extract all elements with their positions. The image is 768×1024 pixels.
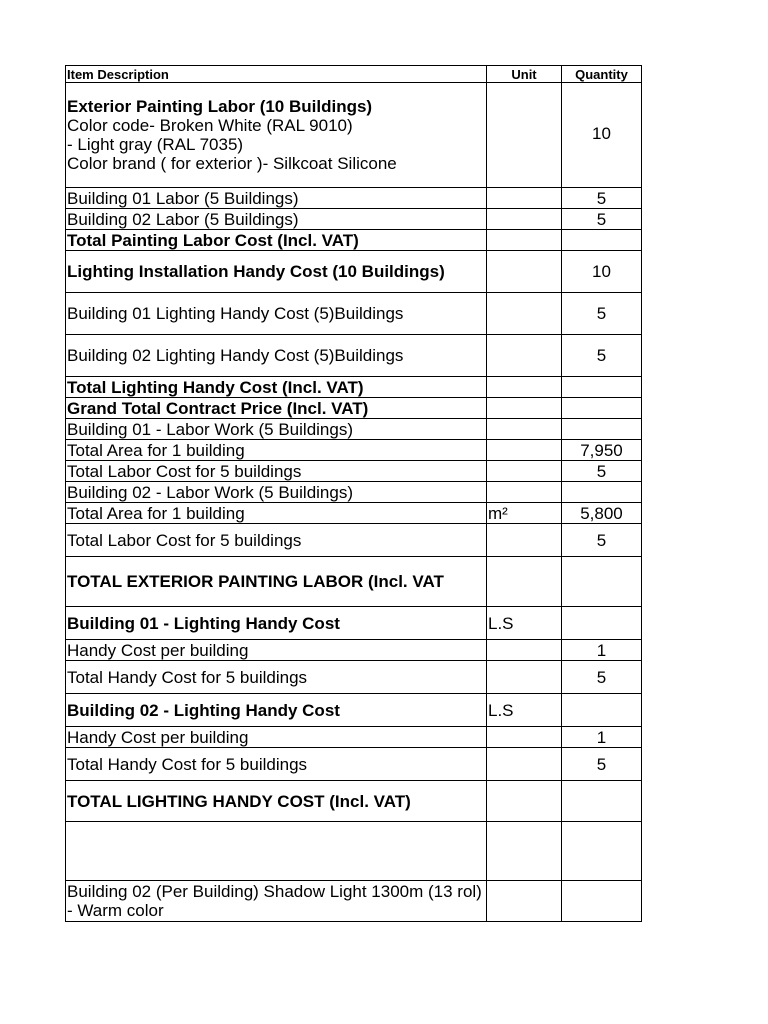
row-description: Building 01 - Lighting Handy Cost — [66, 607, 487, 640]
row-quantity: 10 — [562, 83, 642, 188]
row-unit — [487, 419, 562, 440]
row-description: Building 02 Labor (5 Buildings) — [66, 209, 487, 230]
row-quantity — [562, 377, 642, 398]
header-unit: Unit — [487, 66, 562, 83]
row-description: Lighting Installation Handy Cost (10 Buildings) — [66, 251, 487, 293]
row-quantity: 7,950 — [562, 440, 642, 461]
row-unit: m² — [487, 503, 562, 524]
row-unit — [487, 440, 562, 461]
table-row — [66, 83, 642, 188]
header-item-description: Item Description — [66, 66, 487, 83]
row-quantity — [562, 482, 642, 503]
row-description: Total Labor Cost for 5 buildings — [66, 524, 487, 557]
row-unit — [487, 557, 562, 607]
row-description: Total Painting Labor Cost (Incl. VAT) — [66, 230, 487, 251]
row-unit: L.S — [487, 694, 562, 727]
row-unit — [487, 83, 562, 188]
row-quantity — [562, 398, 642, 419]
row-description: Total Handy Cost for 5 buildings — [66, 748, 487, 781]
row-description — [66, 822, 487, 881]
row-quantity: 5 — [562, 748, 642, 781]
row-description: Total Lighting Handy Cost (Incl. VAT) — [66, 377, 487, 398]
row-quantity — [562, 230, 642, 251]
row-unit — [487, 398, 562, 419]
table-row — [66, 377, 642, 398]
row-description: Total Area for 1 building — [66, 440, 487, 461]
row-detail-line: - Light gray (RAL 7035) — [67, 135, 244, 154]
row-detail-line: Color brand ( for exterior )- Silkcoat Silicone — [67, 154, 397, 173]
row-unit — [487, 230, 562, 251]
row-unit — [487, 377, 562, 398]
row-unit — [487, 251, 562, 293]
header-quantity: Quantity — [562, 66, 642, 83]
row-description: Building 02 - Lighting Handy Cost — [66, 694, 487, 727]
row-description: Building 02 (Per Building) Shadow Light 1300m (13 rol) - Warm color — [66, 881, 487, 922]
row-description: Grand Total Contract Price (Incl. VAT) — [66, 398, 487, 419]
row-description: Building 01 - Labor Work (5 Buildings) — [66, 419, 487, 440]
header-row — [66, 66, 642, 83]
row-description: TOTAL EXTERIOR PAINTING LABOR (Incl. VAT — [66, 557, 487, 607]
row-quantity — [562, 557, 642, 607]
table-row — [66, 748, 642, 781]
table-row — [66, 398, 642, 419]
cost-table — [65, 65, 642, 922]
row-quantity: 5 — [562, 335, 642, 377]
table-row — [66, 482, 642, 503]
row-unit — [487, 727, 562, 748]
table-row — [66, 727, 642, 748]
row-description — [66, 83, 487, 188]
row-quantity: 5 — [562, 293, 642, 335]
table-row — [66, 607, 642, 640]
row-quantity: 5 — [562, 461, 642, 482]
row-description: Handy Cost per building — [66, 640, 487, 661]
row-detail-line: Color code- Broken White (RAL 9010) — [67, 116, 353, 135]
table-row — [66, 661, 642, 694]
row-quantity: 5,800 — [562, 503, 642, 524]
row-unit — [487, 209, 562, 230]
row-unit — [487, 748, 562, 781]
table-row — [66, 188, 642, 209]
table-row — [66, 822, 642, 881]
row-unit — [487, 640, 562, 661]
row-unit — [487, 881, 562, 922]
row-quantity — [562, 694, 642, 727]
row-quantity — [562, 781, 642, 822]
row-unit — [487, 482, 562, 503]
table-row — [66, 881, 642, 922]
row-quantity: 1 — [562, 640, 642, 661]
row-description: Total Labor Cost for 5 buildings — [66, 461, 487, 482]
row-unit — [487, 524, 562, 557]
table-row — [66, 557, 642, 607]
row-unit — [487, 188, 562, 209]
table-row — [66, 440, 642, 461]
table-row — [66, 694, 642, 727]
row-quantity — [562, 607, 642, 640]
table-row — [66, 781, 642, 822]
row-quantity: 1 — [562, 727, 642, 748]
row-unit — [487, 293, 562, 335]
table-row — [66, 419, 642, 440]
row-unit: L.S — [487, 607, 562, 640]
row-quantity: 5 — [562, 188, 642, 209]
row-quantity — [562, 822, 642, 881]
row-description: Building 02 Lighting Handy Cost (5)Buildings — [66, 335, 487, 377]
row-description: Total Handy Cost for 5 buildings — [66, 661, 487, 694]
row-unit — [487, 822, 562, 881]
table-row — [66, 230, 642, 251]
row-quantity — [562, 881, 642, 922]
row-description: Handy Cost per building — [66, 727, 487, 748]
row-unit — [487, 461, 562, 482]
row-unit — [487, 661, 562, 694]
row-quantity — [562, 419, 642, 440]
row-description: Building 01 Lighting Handy Cost (5)Buildings — [66, 293, 487, 335]
table-row — [66, 293, 642, 335]
row-quantity: 5 — [562, 524, 642, 557]
row-quantity: 10 — [562, 251, 642, 293]
row-title: Exterior Painting Labor (10 Buildings) — [67, 97, 373, 116]
row-description: Building 02 - Labor Work (5 Buildings) — [66, 482, 487, 503]
table-row — [66, 251, 642, 293]
table-row — [66, 461, 642, 482]
row-description: Building 01 Labor (5 Buildings) — [66, 188, 487, 209]
table-row — [66, 640, 642, 661]
row-quantity: 5 — [562, 209, 642, 230]
row-unit — [487, 335, 562, 377]
row-description: Total Area for 1 building — [66, 503, 487, 524]
table-row — [66, 209, 642, 230]
table-row — [66, 524, 642, 557]
table-row — [66, 503, 642, 524]
row-unit — [487, 781, 562, 822]
table-row — [66, 335, 642, 377]
row-description: TOTAL LIGHTING HANDY COST (Incl. VAT) — [66, 781, 487, 822]
row-quantity: 5 — [562, 661, 642, 694]
